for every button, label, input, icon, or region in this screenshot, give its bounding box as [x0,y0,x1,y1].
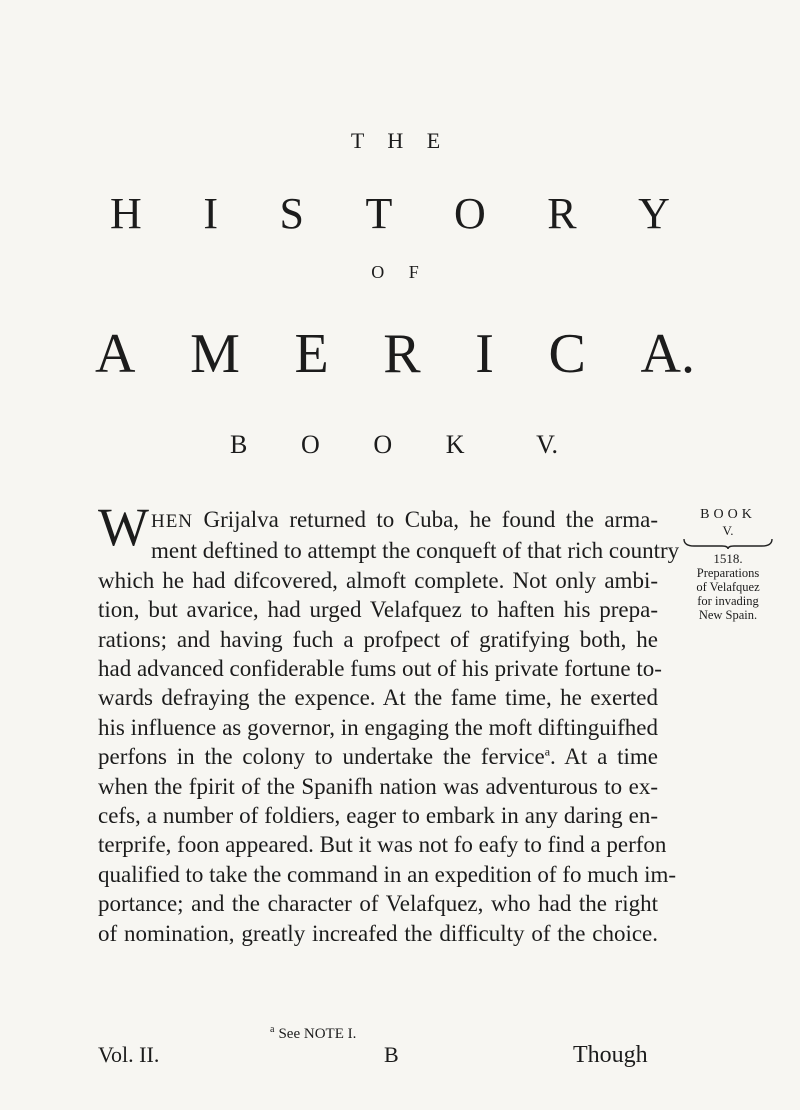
book-heading [230,430,558,460]
title-letter: H [110,189,142,238]
title-the: T H E [350,128,450,153]
catchword: Though [573,1042,648,1068]
text-line: of nomination, greatly increafed the difficulty of the choice. [98,920,658,946]
margin-line: New Spain. [698,608,758,622]
heading-letter: B [230,430,248,459]
line-text: perfons in the colony to undertake the fervice [98,744,545,770]
first-word-rest: HEN [150,511,194,532]
title-letter: R [383,323,421,385]
line-text: . At a time [550,744,658,770]
text-line [98,742,658,771]
text-line: when the fpirit of the Spanifh nation was adventurous to ex- [98,773,658,799]
text-line: had advanced confiderable fums out of his private fortune to- [98,656,662,682]
title-history [110,188,670,239]
title-letter: O [453,189,486,238]
text-line: terprife, foon appeared. But it was not fo eafy to find a perfon [98,832,667,858]
drop-cap: W [98,497,149,557]
margin-year: 1518. [713,551,743,566]
signature-mark: B [384,1042,399,1067]
footnote-text: See NOTE I. [278,1026,357,1042]
text-line: his influence as governor, in engaging the moft diftinguifhed [98,714,658,740]
title-america [95,322,695,386]
title-letter: T [365,189,393,238]
title-letter: R [547,189,577,238]
margin-line: Preparations [696,566,760,580]
title-letter: A. [640,323,695,385]
volume-label: Vol. II. [98,1042,160,1067]
curly-brace-icon [682,538,774,550]
title-letter: M [190,323,240,385]
footnote-marker: a [270,1024,275,1035]
text-line: portance; and the character of Velafquez, who had the right [98,891,658,917]
margin-volume: V. [722,523,734,538]
text-line: cefs, a number of foldiers, eager to embark in any daring en- [98,803,658,829]
title-letter: C [548,323,586,385]
margin-line: of Velafquez [696,580,760,594]
margin-book-label: BOOK [700,507,756,522]
title-of: O F [371,262,429,282]
title-letter: A [95,323,136,385]
text-line: which he had difcovered, almoft complete. Not only ambi- [98,567,658,593]
footnote [270,1024,356,1043]
title-letter: I [203,189,218,238]
title-letter: Y [638,189,670,238]
text-line: wards defraying the expence. At the fame time, he exerted [98,685,658,711]
heading-letter: K [445,430,465,459]
text-line: rations; and having fuch a profpect of gratifying both, he [98,626,658,652]
title-letter: E [294,323,329,385]
body-paragraph [98,497,680,948]
text-line: qualified to take the command in an expedition of fo much im- [98,861,677,887]
heading-letter: O [373,430,393,459]
heading-letter: O [300,430,320,459]
heading-letter: V. [536,430,558,459]
text-line: ment deftined to attempt the conqueft of that rich country [150,538,680,564]
title-letter: I [475,323,494,385]
margin-note [678,508,778,622]
footnote-marker: a [544,744,551,759]
margin-line: for invading [697,594,759,608]
line-text: Grijalva returned to Cuba, he found the arma- [193,507,658,532]
text-line: tion, but avarice, had urged Velafquez to haften his prepa- [98,597,658,623]
title-letter: S [279,189,304,238]
